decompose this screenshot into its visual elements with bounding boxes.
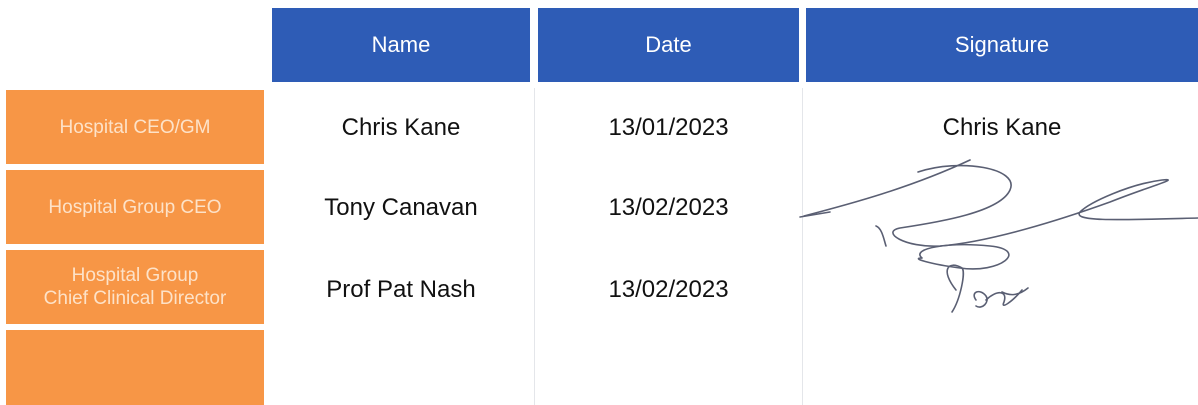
column-divider bbox=[534, 88, 535, 405]
name-cell: Prof Pat Nash bbox=[326, 276, 476, 303]
signature-stroke bbox=[893, 166, 1198, 247]
handwritten-signature bbox=[790, 150, 1198, 340]
header-name: Name bbox=[272, 8, 530, 82]
name-cell: Tony Canavan bbox=[324, 194, 478, 221]
date-cell: 13/02/2023 bbox=[608, 194, 729, 221]
signature-stroke bbox=[804, 160, 970, 216]
role-cell bbox=[6, 250, 264, 324]
role-cell bbox=[6, 90, 264, 164]
role-label: Hospital Group CEO bbox=[48, 196, 222, 218]
signature-stroke bbox=[918, 245, 1008, 269]
header-signature: Signature bbox=[806, 8, 1198, 82]
signature-stroke bbox=[876, 226, 886, 246]
signature-stroke bbox=[1002, 288, 1028, 295]
date-cell: 13/01/2023 bbox=[608, 114, 729, 141]
name-cell: Chris Kane bbox=[341, 114, 461, 141]
header-date: Date bbox=[538, 8, 799, 82]
date-cell: 13/02/2023 bbox=[608, 276, 729, 303]
signature-text: Chris Kane bbox=[942, 114, 1062, 141]
role-label: Hospital Group bbox=[71, 265, 199, 286]
role-label: Hospital CEO/GM bbox=[59, 116, 211, 138]
signature-stroke bbox=[947, 265, 963, 312]
role-cell-empty bbox=[6, 330, 264, 405]
role-cell bbox=[6, 170, 264, 244]
signature-stroke bbox=[974, 292, 987, 307]
role-label: Chief Clinical Director bbox=[43, 288, 227, 309]
